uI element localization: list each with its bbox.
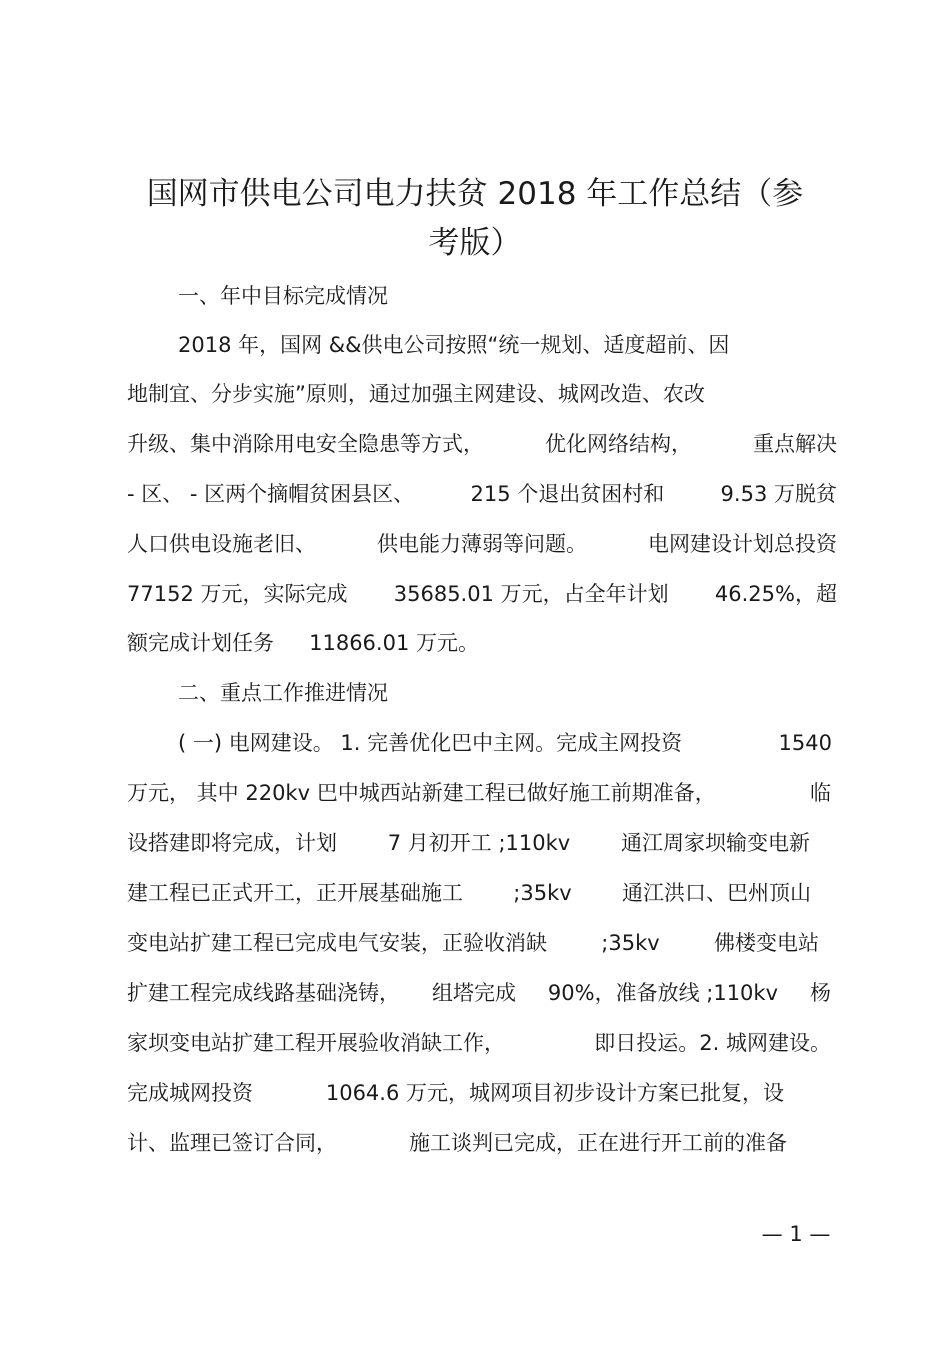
text-segment: 优化网络结构， (545, 432, 692, 456)
paragraph-line (127, 1133, 787, 1154)
text-segment: 11866.01 万元。 (309, 631, 479, 655)
paragraph-line (127, 584, 837, 605)
text-segment: 215 个退出贫困村和 (470, 482, 665, 506)
paragraph-line (127, 384, 767, 405)
text-segment: 建工程已正式开工，正开展基础施工 (127, 881, 463, 905)
text-segment: 77152 万元，实际完成 (127, 582, 348, 606)
text-segment: 46.25%，超 (714, 582, 837, 606)
text-segment: 万元， 其中 220kv 巴中城西站新建工程已做好施工前期准备， (127, 781, 716, 805)
text-segment: 人口供电设施老旧、 (127, 532, 316, 556)
text-segment: 重点解决 (753, 432, 837, 456)
text-segment: 变电站扩建工程已完成电气安装，正验收消缺 (127, 931, 547, 955)
text-segment: ( 一) 电网建设。 1. 完善优化巴中主网。完成主网投资 (178, 731, 683, 755)
text-segment: 额完成计划任务 (127, 631, 274, 655)
section-heading-1: 一、年中目标完成情况 (178, 284, 388, 308)
text-segment: 扩建工程完成线路基础浇铸， (127, 981, 400, 1005)
paragraph-line (127, 484, 837, 505)
paragraph-line (127, 933, 819, 954)
text-segment: 电网建设计划总投资 (648, 532, 837, 556)
paragraph-line (127, 983, 831, 1004)
text-segment: 杨 (809, 981, 831, 1005)
text-segment: 2018 年，国网 &&供电公司按照“统一规划、适度超前、因 (178, 333, 730, 357)
text-segment: - 区、 - 区两个摘帽贫困县区、 (127, 482, 415, 506)
text-segment: 供电能力薄弱等问题。 (377, 532, 587, 556)
text-segment: 7 月初开工 ;110kv (387, 831, 571, 855)
text-segment: 9.53 万脱贫 (720, 482, 837, 506)
text-segment: 完成城网投资 (127, 1081, 253, 1105)
paragraph-line (127, 434, 837, 455)
paragraph-line (127, 1083, 784, 1104)
text-segment: 通江周家坝输变电新 (621, 831, 810, 855)
text-segment: 1540 (778, 731, 832, 755)
paragraph-line (127, 1033, 831, 1054)
text-segment: 即日投运。2. 城网建设。 (594, 1031, 831, 1055)
text-segment: 升级、集中消除用电安全隐患等方式， (127, 432, 484, 456)
paragraph-line (127, 833, 810, 854)
text-segment: 施工谈判已完成，正在进行开工前的准备 (409, 1131, 787, 1155)
text-segment: 佛楼变电站 (713, 931, 819, 955)
text-segment: 设搭建即将完成，计划 (127, 831, 337, 855)
paragraph-line (127, 883, 811, 904)
text-segment: 90%，准备放线 ;110kv (547, 981, 779, 1005)
section-heading-2: 二、重点工作推进情况 (178, 681, 388, 705)
paragraph-line (127, 534, 837, 555)
text-segment: 地制宜、分步实施”原则，通过加强主网建设、城网改造、农改 (127, 382, 705, 406)
text-segment: 计、监理已签订合同， (127, 1131, 337, 1155)
text-segment: 临 (810, 781, 831, 805)
text-segment: ;35kv (601, 931, 660, 955)
text-segment: 35685.01 万元，占全年计划 (393, 582, 669, 606)
text-segment: 通江洪口、巴州顶山 (621, 881, 811, 905)
document-title-line-2: 考版） (428, 225, 522, 261)
paragraph-line (178, 335, 783, 356)
text-segment: 家坝变电站扩建工程开展验收消缺工作， (127, 1031, 505, 1055)
document-title-line-1: 国网市供电公司电力扶贫 2018 年工作总结（参 (146, 176, 804, 212)
paragraph-line (127, 783, 831, 804)
paragraph-line (127, 633, 479, 654)
paragraph-line (178, 733, 832, 754)
page-number: — 1 — (761, 1222, 831, 1246)
text-segment: ;35kv (513, 881, 572, 905)
text-segment: 1064.6 万元，城网项目初步设计方案已批复，设 (325, 1081, 784, 1105)
text-segment: 组塔完成 (431, 981, 516, 1005)
